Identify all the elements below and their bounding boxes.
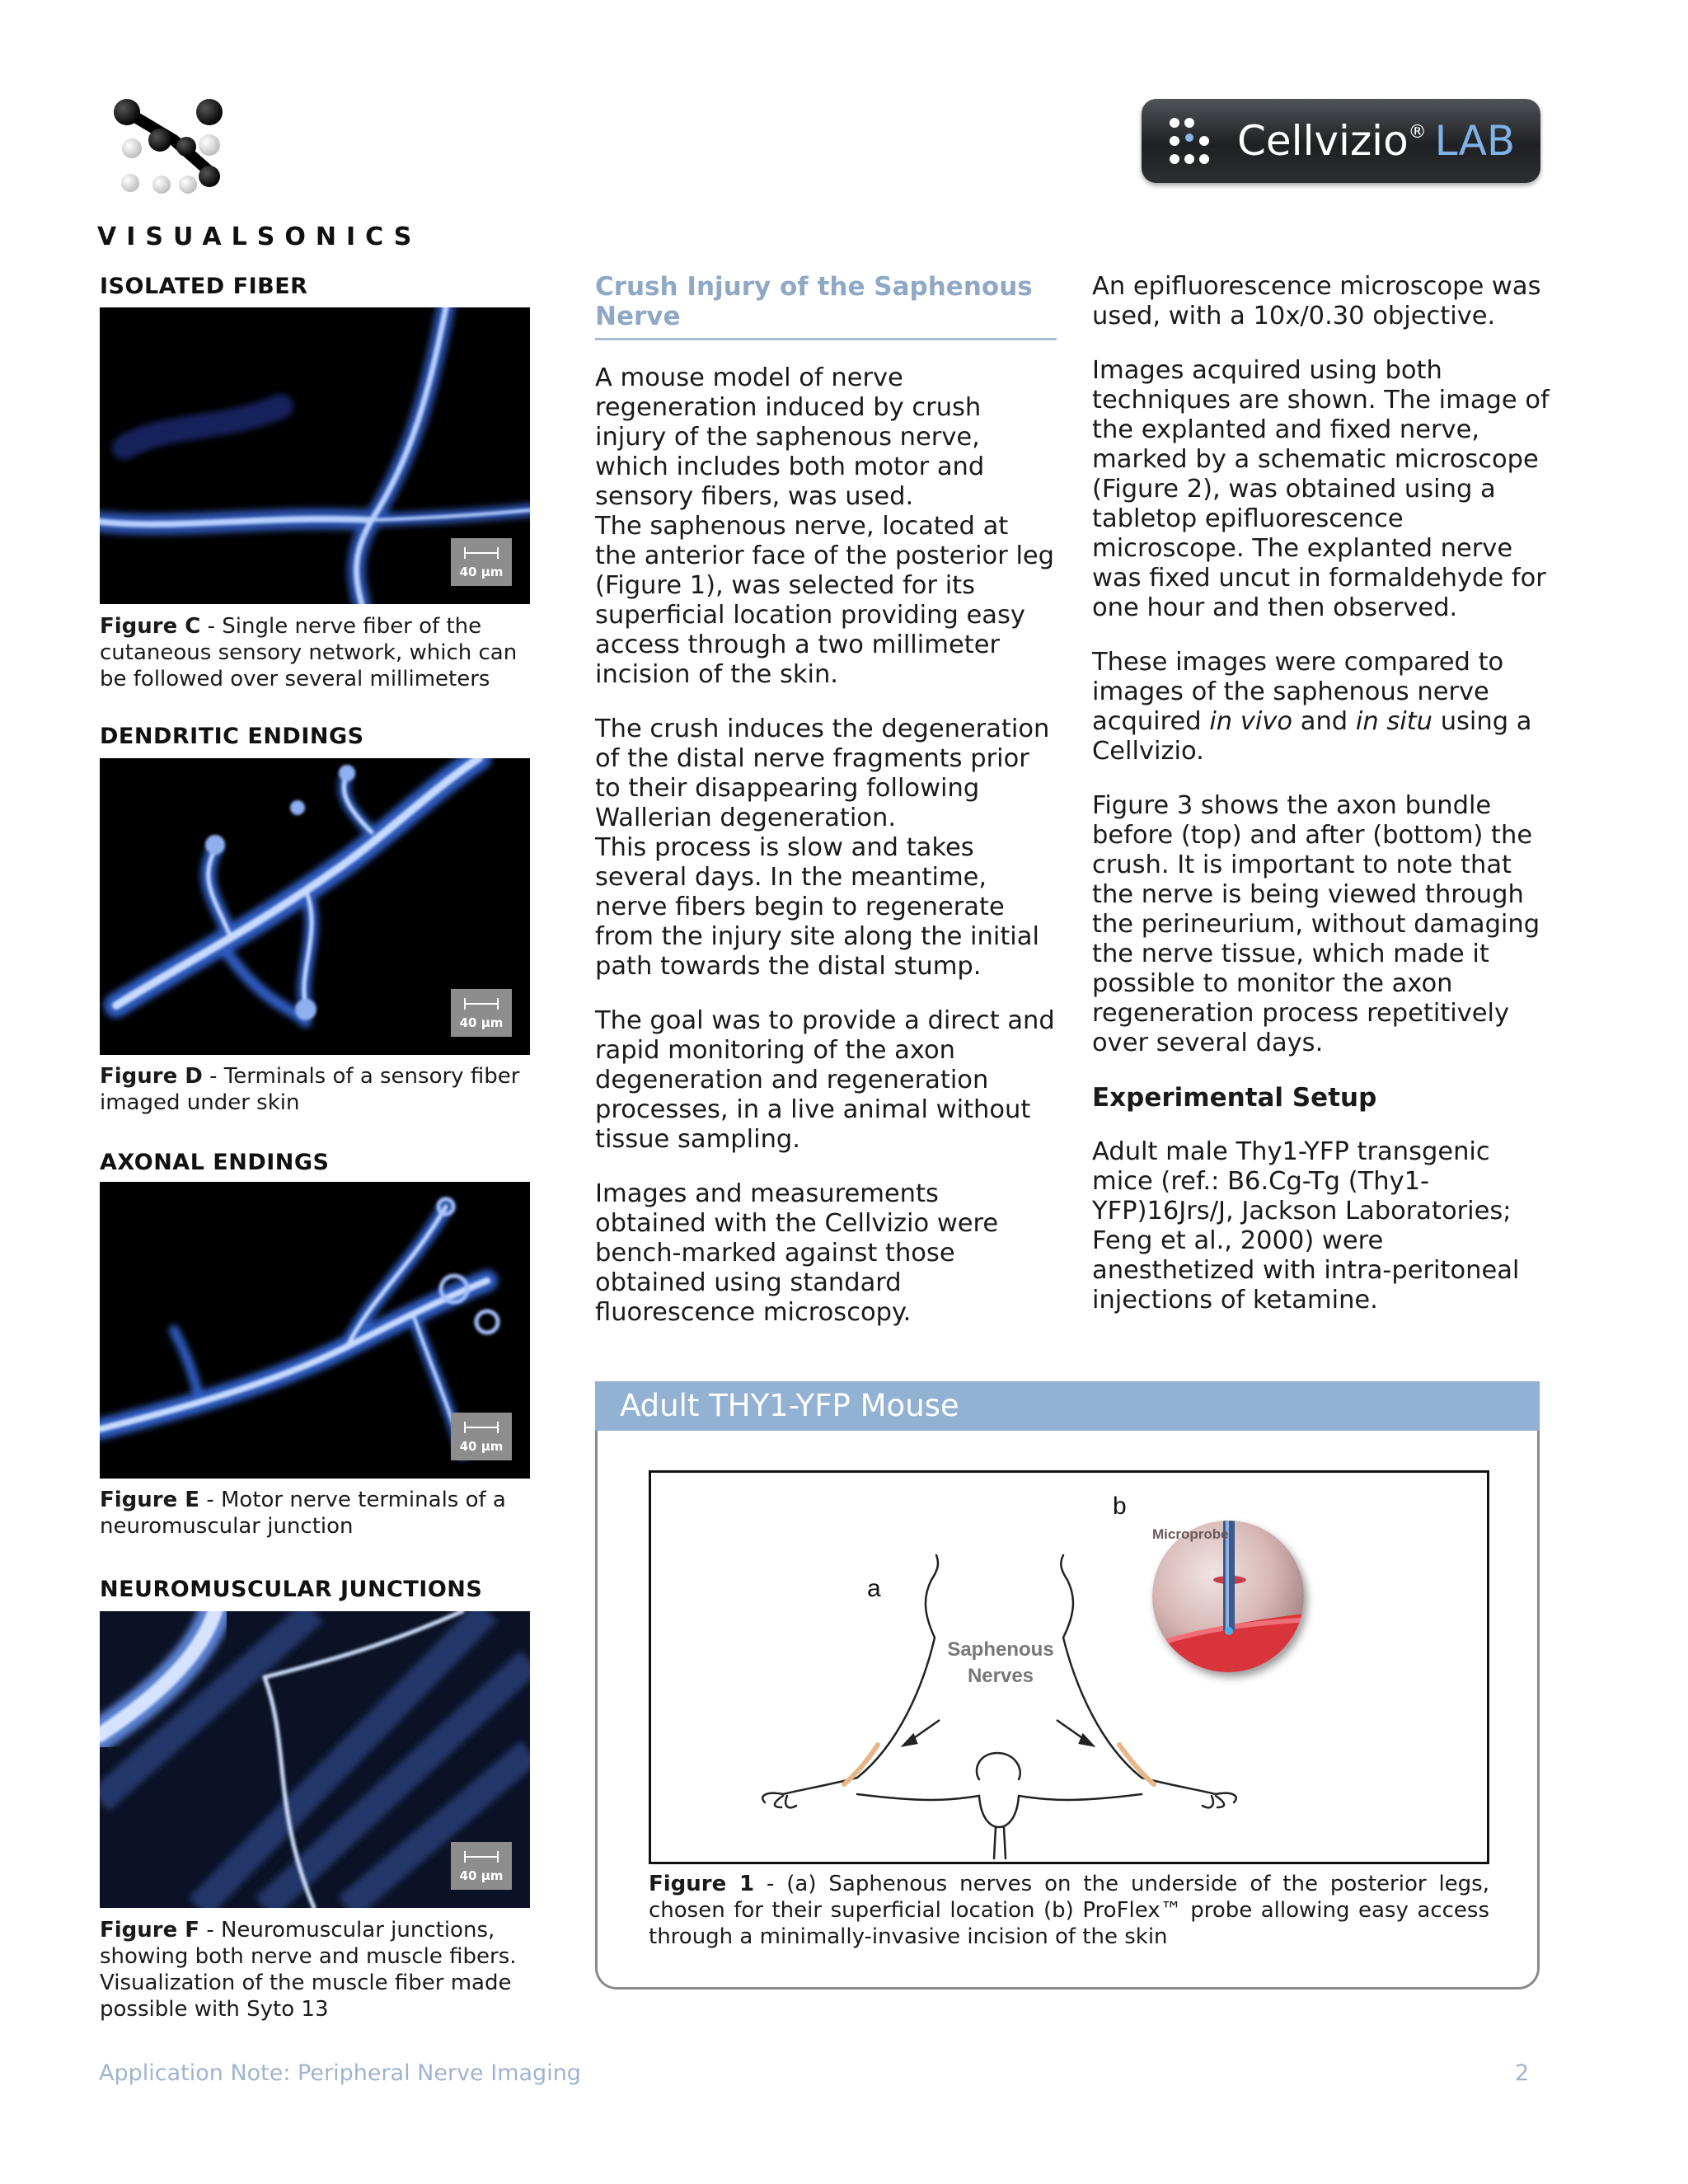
middle-column (595, 272, 1057, 1352)
text: and (1292, 707, 1356, 736)
figure-1-label-a: a (867, 1575, 881, 1602)
registered-mark: ® (1408, 122, 1427, 143)
figure-d-caption (100, 1063, 545, 1116)
scale-bar (451, 1842, 512, 1890)
scale-bar (451, 989, 512, 1037)
figure-1-drawing (649, 1470, 1489, 1864)
italic-term: in vivo (1209, 707, 1293, 736)
paragraph: Images and measurements obtained with the Cellvizio were bench-marked against those obtained using standard fluorescence microscopy. (595, 1179, 999, 1327)
text: using a Cellvizio. (1092, 707, 1532, 766)
figure-1-label-b: b (1113, 1493, 1127, 1520)
lab-suffix: LAB (1434, 117, 1516, 165)
scale-bar (451, 538, 512, 586)
figure-c-caption (100, 613, 545, 692)
visualsonics-dots-icon (112, 97, 236, 204)
figure-e-micrograph (100, 1182, 530, 1479)
visualsonics-logo (97, 97, 422, 254)
scale-label: 40 µm (459, 1868, 504, 1883)
figure-d-text: - Terminals of a sensory fiber imaged under skin (100, 1064, 520, 1115)
figure-f-caption (100, 1917, 545, 2022)
cellvizio-lab-text (1237, 117, 1515, 165)
cellvizio-dots-icon (1166, 115, 1219, 167)
visualsonics-wordmark: VISUALSONICS (97, 223, 422, 251)
paragraph: Images acquired using both techniques are shown. The image of the explanted and fixed nerve, marked by a schematic microscope (Figure 2), was obtained using a tabletop epifluorescence microscope. The explanted nerve was fixed uncut in formaldehyde for one hour and then observed. (1092, 356, 1550, 622)
cellvizio-name: Cellvizio (1237, 117, 1409, 165)
section-heading-neuromuscular-junctions: NEUROMUSCULAR JUNCTIONS (100, 1577, 483, 1602)
italic-term: in situ (1355, 707, 1432, 736)
figure-f-micrograph (100, 1611, 530, 1908)
scale-bar (451, 1413, 512, 1460)
figure-e-text: - Motor nerve terminals of a neuromuscular junction (100, 1488, 506, 1539)
right-column (1092, 272, 1554, 1340)
page-number: 2 (1515, 2060, 1530, 2086)
footer-title: Application Note: Peripheral Nerve Imaging (99, 2060, 581, 2086)
figure-d-label: Figure D (100, 1064, 203, 1089)
cellvizio-lab-badge (1142, 99, 1540, 183)
paragraph (1092, 648, 1554, 766)
figure-e-label: Figure E (100, 1488, 200, 1512)
scale-label: 40 µm (459, 1015, 504, 1030)
paragraph: A mouse model of nerve regeneration induced by crush injury of the saphenous nerve, which includes both motor and sensory fibers, was used. The saphenous nerve, located at the anterior face of the posterior leg (Figure 1), was selected for its superficial location providing easy access through a two millimeter incision of the skin. (595, 363, 1055, 689)
figure-c-label: Figure C (100, 614, 201, 639)
figure-c-text: - Single nerve fiber of the cutaneous sensory network, which can be followed over several millimeters (100, 614, 518, 691)
figure-1-caption (649, 1871, 1489, 1950)
paragraph: Adult male Thy1-YFP transgenic mice (ref.: B6.Cg-Tg (Thy1-YFP)16Jrs/J, Jackson Laboratories; Feng et al., 2000) were anesthetized with intra-peritoneal injections of ketamine. (1092, 1137, 1520, 1315)
paragraph: The goal was to provide a direct and rapid monitoring of the axon degeneration and regeneration processes, in a live animal without tissue sampling. (595, 1006, 1055, 1154)
subheading: Experimental Setup (1092, 1083, 1377, 1113)
figure-1-box (595, 1381, 1540, 1990)
section-heading-axonal-endings: AXONAL ENDINGS (100, 1150, 330, 1175)
scale-label: 40 µm (459, 565, 504, 579)
paragraph: An epifluorescence microscope was used, with a 10x/0.30 objective. (1092, 272, 1541, 330)
saphenous-nerves-label-line1: Saphenous (947, 1638, 1054, 1661)
figure-c-micrograph (100, 307, 530, 604)
microprobe-label: Microprobe (1152, 1526, 1229, 1542)
figure-1-box-title: Adult THY1-YFP Mouse (595, 1381, 1540, 1431)
paragraph: The crush induces the degeneration of the distal nerve fragments prior to their disappearing following Wallerian degeneration. This process is slow and takes several days. In the meantime, nerve fibers begin to regenerate from the injury site along the initial path towards the distal stump. (595, 715, 1050, 981)
figure-1-text: - (a) Saphenous nerves on the underside of the posterior legs, chosen for their superficial location (b) ProFlex™ probe allowing easy access through a minimally-invasive incision of the skin (649, 1872, 1489, 1949)
section-heading-isolated-fiber: ISOLATED FIBER (100, 274, 308, 299)
text: These images were compared to images of the saphenous nerve acquired (1092, 648, 1504, 736)
figure-d-micrograph (100, 758, 530, 1055)
scale-label: 40 µm (459, 1439, 504, 1454)
figure-1-label: Figure 1 (649, 1872, 755, 1896)
figure-e-caption (100, 1487, 545, 1540)
figure-f-text: - Neuromuscular junctions, showing both nerve and muscle fibers. Visualization of the muscle fiber made possible with Syto 13 (100, 1918, 517, 2022)
section-title: Crush Injury of the Saphenous Nerve (595, 272, 1057, 340)
section-heading-dendritic-endings: DENDRITIC ENDINGS (100, 724, 364, 749)
paragraph: Figure 3 shows the axon bundle before (top) and after (bottom) the crush. It is important to note that the nerve is being viewed through the perineurium, without damaging the nerve tissue, which made it possible to monitor the axon regeneration process repetitively over several days. (1092, 791, 1540, 1057)
saphenous-nerves-label-line2: Nerves (967, 1665, 1034, 1687)
figure-f-label: Figure F (100, 1918, 200, 1943)
